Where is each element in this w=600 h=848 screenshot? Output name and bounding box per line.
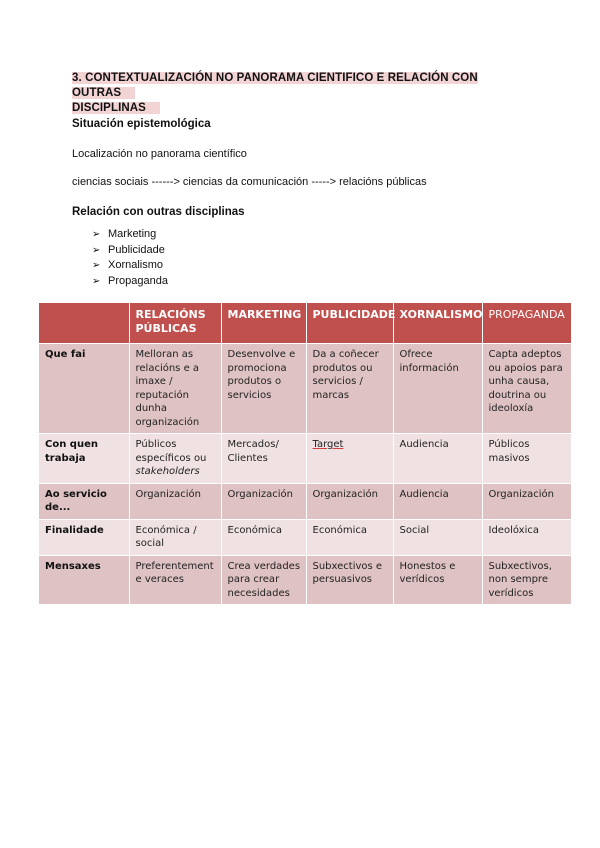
italic-term: stakeholders [135,466,200,477]
table-cell: Económica [306,519,393,555]
table-cell: Económica / social [129,519,221,555]
list-item: ➢ Propaganda [92,274,168,290]
table-row [39,555,571,604]
table-header-cell [39,303,129,344]
list-item: ➢ Publicidade [92,243,168,259]
table-row [39,483,571,519]
section-heading-line2: DISCIPLINAS [72,102,160,114]
list-item: ➢ Xornalismo [92,258,168,274]
table-cell: Target [306,434,393,484]
section-heading-line1: 3. CONTEXTUALIZACIÓN NO PANORAMA CIENTIFICO E RELACIÓN CON OUTRAS [72,72,478,99]
disciplines-comparison-table [39,303,572,604]
table-cell: Públicos masivos [482,434,571,484]
table-row [39,519,571,555]
discipline-chain-text: ciencias sociais ------> ciencias da comunicación -----> relacións públicas [72,176,427,188]
epistemology-title: Situación epistemológica [72,118,211,130]
table-cell: Da a coñecer produtos ou servicios / marcas [306,344,393,434]
table-header-cell: XORNALISMO [393,303,482,344]
table-header-row [39,303,571,344]
row-label: Mensaxes [39,555,129,604]
table-cell: Desenvolve e promociona produtos o servicios [221,344,306,434]
table-cell: Mercados/ Clientes [221,434,306,484]
table-row [39,344,571,434]
table-header-cell: RELACIÓNS PÚBLICAS [129,303,221,344]
row-label: Ao servicio de... [39,483,129,519]
list-item: ➢ Marketing [92,227,168,243]
table-cell: Ideolóxica [482,519,571,555]
table-cell: Social [393,519,482,555]
table-cell: Audiencia [393,483,482,519]
table-cell: Públicos específicos ou stakeholders [129,434,221,484]
table-cell: Organización [482,483,571,519]
table-row [39,434,571,484]
table-cell: Crea verdades para crear necesidades [221,555,306,604]
table-cell: Organización [306,483,393,519]
table-header-cell: MARKETING [221,303,306,344]
localization-text: Localización no panorama científico [72,148,247,160]
table-cell: Honestos e verídicos [393,555,482,604]
arrow-bullet-icon: ➢ [92,260,101,271]
arrow-bullet-icon: ➢ [92,244,101,256]
section-heading [72,71,522,116]
arrow-bullet-icon: ➢ [92,229,101,240]
table-cell: Organización [221,483,306,519]
relations-list [92,227,168,289]
table-header-cell: PROPAGANDA [482,303,571,344]
table-cell: Económica [221,519,306,555]
table-header-cell: PUBLICIDADE [306,303,393,344]
table-cell: Organización [129,483,221,519]
row-label: Con quen trabaja [39,434,129,484]
table-cell: Audiencia [393,434,482,484]
table-cell: Capta adeptos ou apoios para unha causa, doutrina ou ideoloxía [482,344,571,434]
table-cell: Ofrece información [393,344,482,434]
arrow-bullet-icon: ➢ [92,275,101,287]
row-label: Finalidade [39,519,129,555]
row-label: Que fai [39,344,129,434]
table-cell: Preferentement e veraces [129,555,221,604]
relations-title: Relación con outras disciplinas [72,206,245,218]
table-cell: Melloran as relacións e a imaxe / reputación dunha organización [129,344,221,434]
table-cell: Subxectivos, non sempre verídicos [482,555,571,604]
table-cell: Subxectivos e persuasivos [306,555,393,604]
